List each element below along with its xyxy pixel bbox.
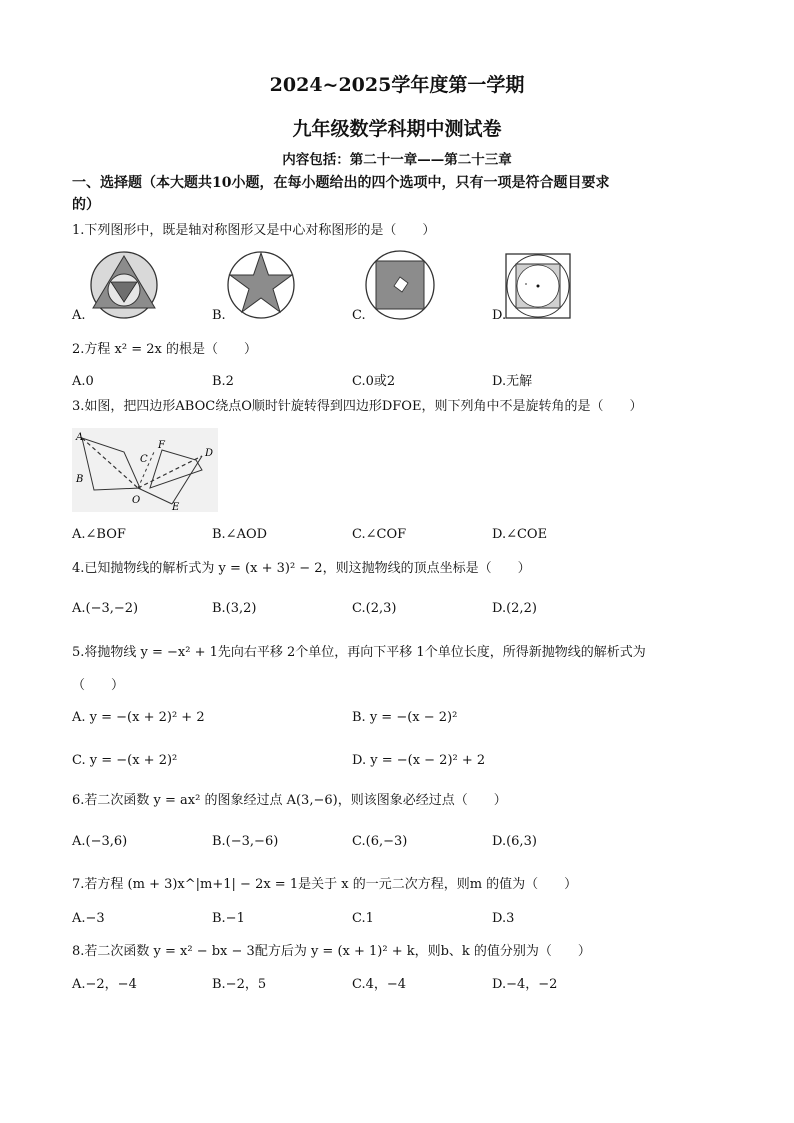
q3-option-c: C.∠COF bbox=[352, 527, 407, 542]
q3-label-d: D bbox=[205, 448, 214, 459]
q8-option-b: B.−2，5 bbox=[212, 977, 267, 992]
section-heading-line2: 的） bbox=[72, 197, 100, 213]
q4-option-c: C.(2,3) bbox=[352, 601, 397, 616]
q8-option-c: C.4，−4 bbox=[352, 977, 407, 992]
q6-option-b: B.(−3,−6) bbox=[212, 834, 279, 849]
q3-label-o: O bbox=[132, 495, 141, 506]
q4-option-a: A.(−3,−2) bbox=[72, 601, 139, 616]
question-5-stem-line2: （ ） bbox=[72, 678, 125, 693]
question-2-stem: 2.方程 x² = 2x 的根是（ ） bbox=[72, 342, 257, 357]
q3-label-e: E bbox=[172, 502, 180, 512]
question-4-stem: 4.已知抛物线的解析式为 y = (x + 3)² − 2，则这抛物线的顶点坐标是（ ） bbox=[72, 561, 531, 576]
q1-option-a: A. bbox=[72, 308, 86, 323]
q4-option-b: B.(3,2) bbox=[212, 601, 257, 616]
question-5-stem-line1: 5.将抛物线 y = −x² + 1先向右平移 2个单位，再向下平移 1个单位长度，所得新抛物线的解析式为 bbox=[72, 645, 646, 660]
q5-option-c: C. y = −(x + 2)² bbox=[72, 753, 178, 768]
q2-option-a: A.0 bbox=[72, 374, 94, 389]
q3-label-a: A bbox=[76, 432, 84, 443]
q4-option-d: D.(2,2) bbox=[492, 601, 537, 616]
q8-option-d: D.−4，−2 bbox=[492, 977, 558, 992]
q1-figure-d bbox=[504, 252, 572, 320]
q1-figure-a bbox=[85, 250, 163, 320]
q3-label-c: C bbox=[140, 454, 148, 465]
q7-option-b: B.−1 bbox=[212, 911, 245, 926]
q3-option-d: D.∠COE bbox=[492, 527, 548, 542]
exam-title-line1: 2024~2025学年度第一学期 bbox=[269, 74, 525, 96]
q1-option-d: D. bbox=[492, 308, 507, 323]
section-heading-line1: 一、选择题（本大题共10小题，在每小题给出的四个选项中，只有一项是符合题目要求 bbox=[72, 175, 610, 191]
q3-label-f: F bbox=[158, 440, 165, 451]
question-6-stem: 6.若二次函数 y = ax² 的图象经过点 A(3,−6)，则该图象必经过点（ ） bbox=[72, 793, 507, 808]
q6-option-d: D.(6,3) bbox=[492, 834, 537, 849]
q5-option-d: D. y = −(x − 2)² + 2 bbox=[352, 753, 486, 768]
exam-title-line2: 九年级数学科期中测试卷 bbox=[292, 118, 502, 140]
q7-option-a: A.−3 bbox=[72, 911, 105, 926]
q6-option-c: C.(6,−3) bbox=[352, 834, 408, 849]
q3-option-a: A.∠BOF bbox=[72, 527, 126, 542]
q8-option-a: A.−2，−4 bbox=[72, 977, 137, 992]
q5-option-a: A. y = −(x + 2)² + 2 bbox=[72, 710, 205, 725]
q2-option-d: D.无解 bbox=[492, 374, 533, 389]
q2-option-b: B.2 bbox=[212, 374, 234, 389]
q7-option-c: C.1 bbox=[352, 911, 374, 926]
question-1-stem: 1.下列图形中，既是轴对称图形又是中心对称图形的是（ ） bbox=[72, 223, 436, 238]
q1-option-b: B. bbox=[212, 308, 226, 323]
q1-figure-c bbox=[364, 250, 436, 320]
q3-label-b: B bbox=[76, 474, 84, 485]
q5-option-b: B. y = −(x − 2)² bbox=[352, 710, 458, 725]
q1-option-c: C. bbox=[352, 308, 366, 323]
q2-option-c: C.0或2 bbox=[352, 374, 396, 389]
question-7-stem: 7.若方程 (m + 3)x^|m+1| − 2x = 1是关于 x 的一元二次方程，则m 的值为（ ） bbox=[72, 877, 578, 892]
exam-scope: 内容包括：第二十一章——第二十三章 bbox=[282, 152, 512, 168]
q7-option-d: D.3 bbox=[492, 911, 515, 926]
q6-option-a: A.(−3,6) bbox=[72, 834, 128, 849]
q3-option-b: B.∠AOD bbox=[212, 527, 268, 542]
question-8-stem: 8.若二次函数 y = x² − bx − 3配方后为 y = (x + 1)² + k，则b、k 的值分别为（ ） bbox=[72, 944, 591, 959]
q1-figure-b bbox=[225, 250, 297, 320]
q3-rotation-figure bbox=[72, 428, 218, 512]
question-3-stem: 3.如图，把四边形ABOC绕点O顺时针旋转得到四边形DFOE，则下列角中不是旋转角的是（ ） bbox=[72, 399, 643, 414]
section-heading bbox=[72, 172, 732, 216]
